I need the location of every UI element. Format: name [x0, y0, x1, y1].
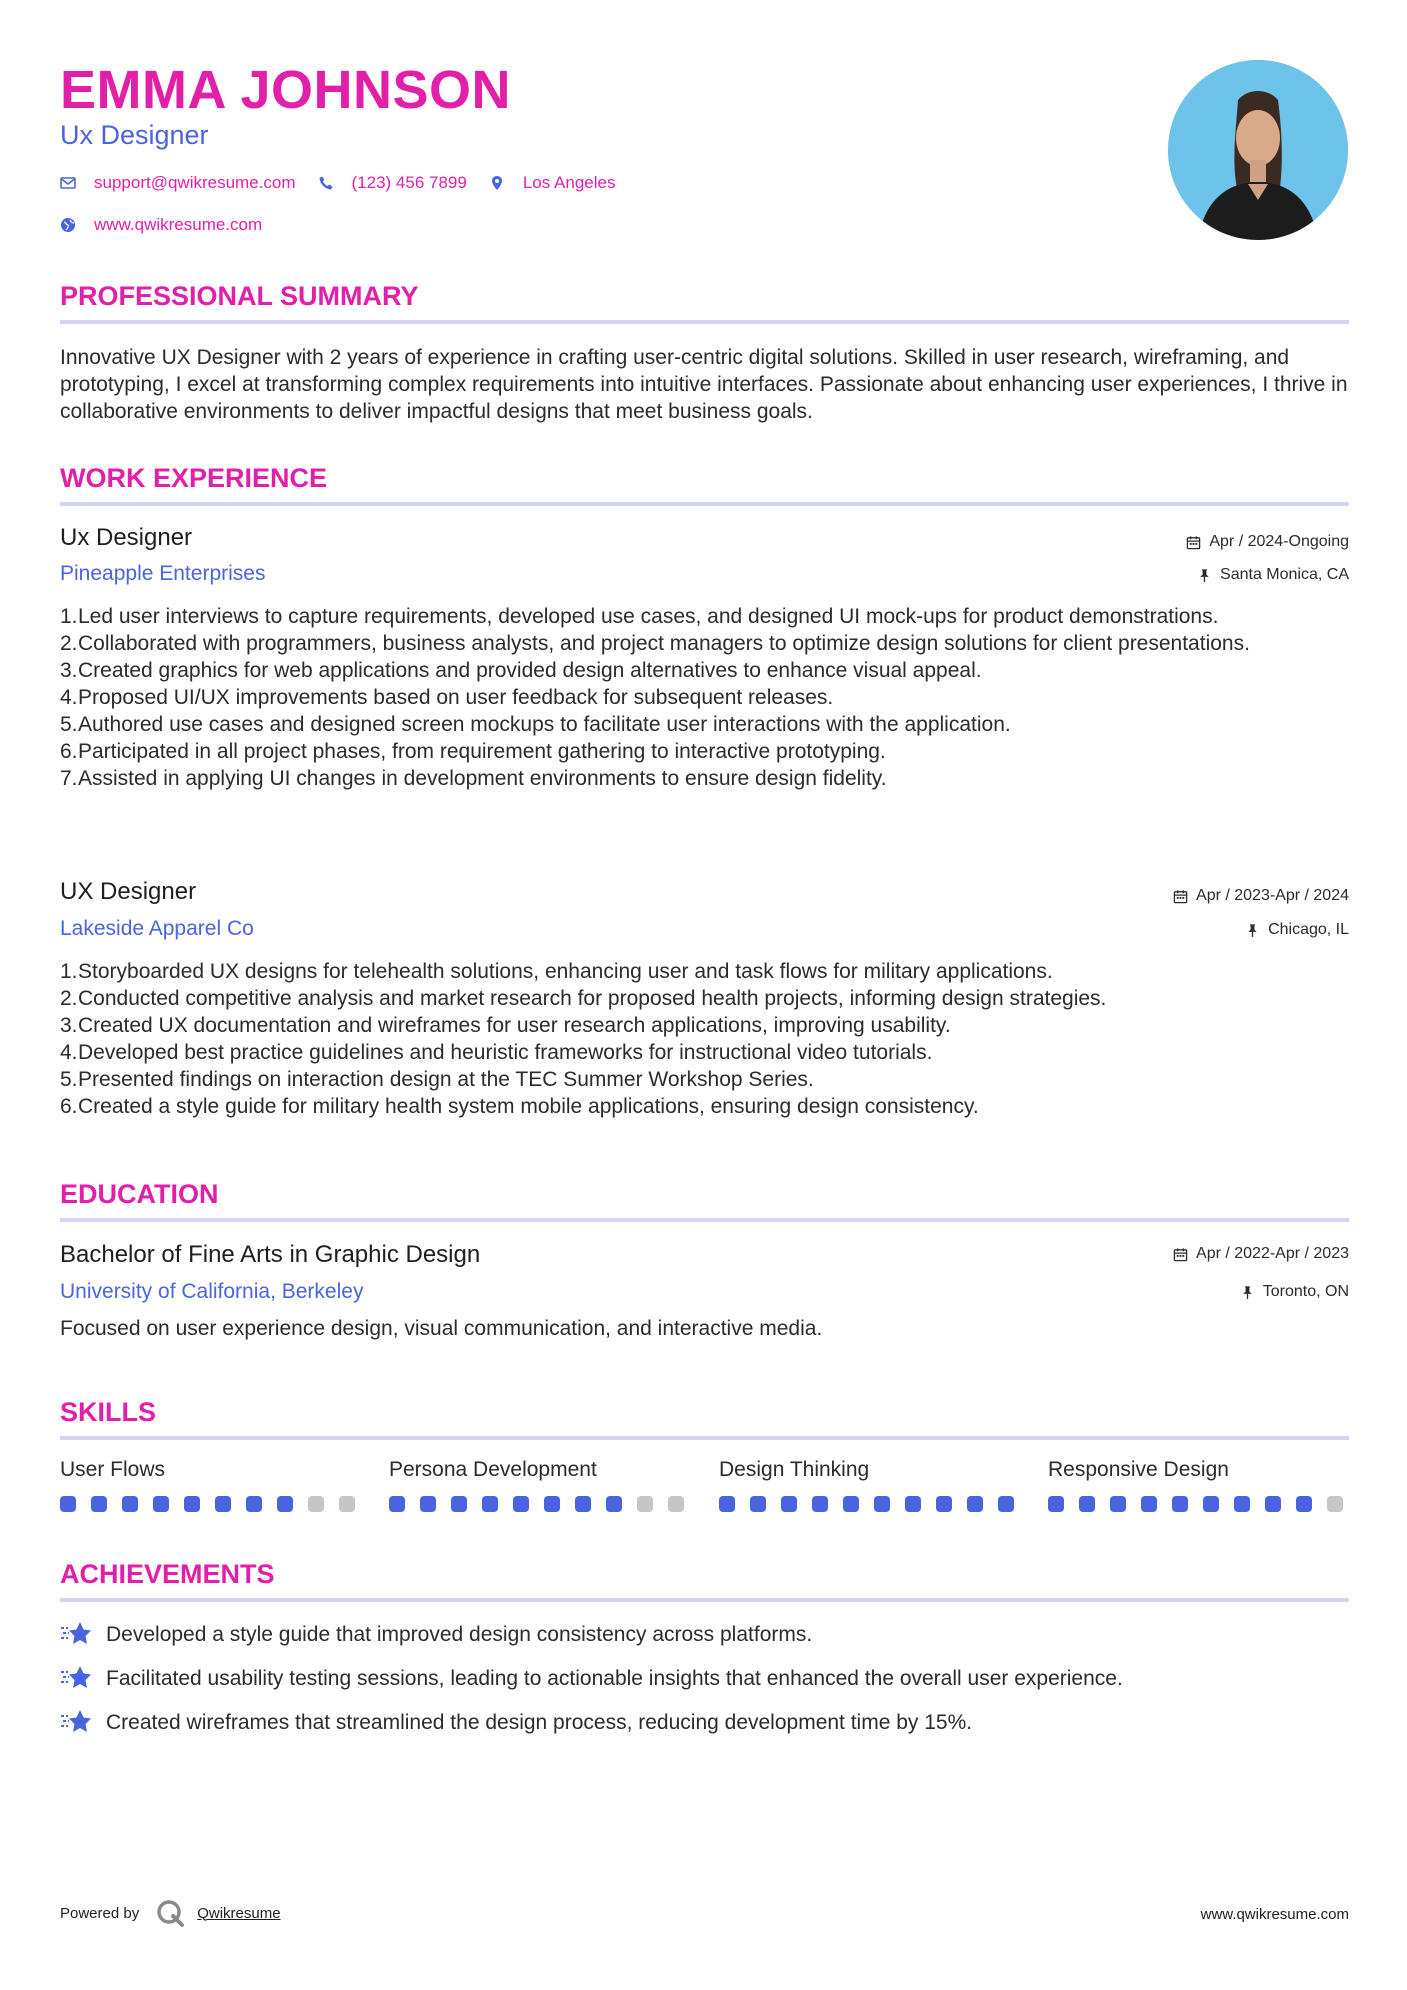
- achievement-text: Facilitated usability testing sessions, leading to actionable insights that enhanced the overall user experience.: [106, 1666, 1123, 1690]
- company-name: Pineapple Enterprises: [60, 562, 266, 585]
- rating-dot-filled: [1296, 1496, 1312, 1512]
- skill-user-flows: [60, 1456, 360, 1512]
- footer-website-link[interactable]: www.qwikresume.com: [1200, 1906, 1349, 1923]
- job-dates-text: Apr / 2023-Apr / 2024: [1196, 887, 1349, 904]
- job-location: [1197, 564, 1349, 586]
- achievement-item: [60, 1620, 812, 1648]
- job-location-text: Santa Monica, CA: [1220, 566, 1349, 583]
- rating-dot-filled: [1110, 1496, 1126, 1512]
- job-location: [1245, 919, 1349, 941]
- rating-dot-empty: [1327, 1496, 1343, 1512]
- job-title: UX Designer: [60, 878, 197, 905]
- calendar-icon: [1173, 1247, 1188, 1262]
- candidate-role: Ux Designer: [60, 120, 209, 150]
- location-text: Los Angeles: [522, 173, 616, 192]
- candidate-name: EMMA JOHNSON: [60, 60, 512, 120]
- pushpin-icon: [1240, 1285, 1255, 1300]
- globe-icon: [60, 215, 80, 235]
- achievement-text: Developed a style guide that improved design consistency across platforms.: [106, 1622, 813, 1646]
- rating-dot-filled: [936, 1496, 952, 1512]
- rating-dot-empty: [308, 1496, 324, 1512]
- section-title-summary: PROFESSIONAL SUMMARY: [60, 281, 419, 311]
- rating-dot-filled: [215, 1496, 231, 1512]
- skill-responsive-design: [1048, 1456, 1348, 1512]
- job-title: Ux Designer: [60, 524, 193, 551]
- rating-dot-filled: [1203, 1496, 1219, 1512]
- skill-design-thinking: [719, 1456, 1019, 1512]
- profile-photo: [1168, 60, 1348, 240]
- achievement-item: [60, 1708, 972, 1736]
- summary-text: Innovative UX Designer with 2 years of experience in crafting user-centric digital solutions. Skilled in user research, wireframing, and prototyping, I excel at transforming complex requirements into intuitive interfaces. Passionate about enhancing user experiences, I thrive in collaborative environments to deliver impactful designs that meet business goals.: [60, 346, 1348, 423]
- qwikresume-logo-icon: [155, 1898, 185, 1928]
- rating-dot-filled: [606, 1496, 622, 1512]
- rating-dot-empty: [339, 1496, 355, 1512]
- skill-rating: [389, 1496, 689, 1512]
- job-responsibilities: [60, 958, 1350, 1120]
- powered-by-label: Powered by: [60, 1904, 140, 1922]
- rating-dot-filled: [998, 1496, 1014, 1512]
- pushpin-icon: [1197, 568, 1212, 583]
- list-item: 4. Proposed UI/UX improvements based on user feedback for subsequent releases.: [60, 686, 834, 709]
- section-divider: [60, 1218, 1349, 1222]
- skill-rating: [719, 1496, 1019, 1512]
- calendar-icon: [1173, 889, 1188, 904]
- rating-dot-filled: [719, 1496, 735, 1512]
- section-title-skills: SKILLS: [60, 1397, 157, 1427]
- calendar-icon: [1186, 535, 1201, 550]
- list-item: 2. Collaborated with programmers, business analysts, and project managers to optimize design solutions for client presentations.: [60, 632, 1250, 655]
- rating-dot-filled: [1141, 1496, 1157, 1512]
- job-dates: [1173, 885, 1349, 907]
- rating-dot-filled: [905, 1496, 921, 1512]
- rating-dot-filled: [781, 1496, 797, 1512]
- education-description: Focused on user experience design, visual communication, and interactive media.: [60, 1317, 823, 1340]
- location-pin-icon: [489, 173, 509, 193]
- qwikresume-link[interactable]: Qwikresume: [197, 1904, 281, 1922]
- skill-label: Responsive Design: [1048, 1458, 1229, 1481]
- section-title-achievements: ACHIEVEMENTS: [60, 1559, 275, 1589]
- list-item: 5. Presented findings on interaction design at the TEC Summer Workshop Series.: [60, 1068, 814, 1091]
- phone-icon: [318, 173, 338, 193]
- email-link[interactable]: support@qwikresume.com: [94, 173, 296, 192]
- education-dates-text: Apr / 2022-Apr / 2023: [1196, 1245, 1349, 1262]
- skill-persona-development: [389, 1456, 689, 1512]
- section-divider: [60, 1436, 1349, 1440]
- star-icon: [60, 1664, 92, 1692]
- rating-dot-filled: [1048, 1496, 1064, 1512]
- section-divider: [60, 320, 1349, 324]
- rating-dot-filled: [420, 1496, 436, 1512]
- list-item: 7. Assisted in applying UI changes in development environments to ensure design fidelity.: [60, 767, 887, 790]
- skill-label: Persona Development: [389, 1458, 597, 1481]
- rating-dot-filled: [184, 1496, 200, 1512]
- rating-dot-filled: [1172, 1496, 1188, 1512]
- star-icon: [60, 1708, 92, 1736]
- rating-dot-filled: [750, 1496, 766, 1512]
- skill-label: Design Thinking: [719, 1458, 870, 1481]
- contact-row-secondary: [60, 214, 262, 236]
- rating-dot-filled: [874, 1496, 890, 1512]
- job-dates: [1186, 531, 1349, 553]
- rating-dot-filled: [513, 1496, 529, 1512]
- list-item: 1. Led user interviews to capture requirements, developed use cases, and designed UI mock-ups for product demonstrations.: [60, 605, 1219, 628]
- company-name: Lakeside Apparel Co: [60, 917, 254, 940]
- rating-dot-filled: [277, 1496, 293, 1512]
- list-item: 1. Storyboarded UX designs for telehealth solutions, enhancing user and task flows for military applications.: [60, 960, 1053, 983]
- list-item: 6. Participated in all project phases, from requirement gathering to interactive prototyping.: [60, 740, 886, 763]
- achievement-item: [60, 1664, 1123, 1692]
- phone-number[interactable]: (123) 456 7899: [351, 173, 467, 192]
- education-location: [1240, 1281, 1349, 1303]
- rating-dot-filled: [60, 1496, 76, 1512]
- job-dates-text: Apr / 2024-Ongoing: [1209, 533, 1349, 550]
- rating-dot-filled: [246, 1496, 262, 1512]
- rating-dot-filled: [389, 1496, 405, 1512]
- rating-dot-filled: [843, 1496, 859, 1512]
- job-responsibilities: [60, 603, 1350, 792]
- rating-dot-filled: [482, 1496, 498, 1512]
- education-dates: [1173, 1243, 1349, 1265]
- rating-dot-empty: [668, 1496, 684, 1512]
- achievement-text: Created wireframes that streamlined the design process, reducing development time by 15%.: [106, 1710, 973, 1734]
- rating-dot-filled: [812, 1496, 828, 1512]
- section-divider: [60, 502, 1349, 506]
- rating-dot-filled: [451, 1496, 467, 1512]
- list-item: 4. Developed best practice guidelines and heuristic frameworks for instructional video tutorials.: [60, 1041, 933, 1064]
- rating-dot-filled: [544, 1496, 560, 1512]
- section-title-education: EDUCATION: [60, 1179, 219, 1209]
- website-link[interactable]: www.qwikresume.com: [94, 215, 263, 234]
- skill-rating: [60, 1496, 360, 1512]
- rating-dot-filled: [967, 1496, 983, 1512]
- degree-title: Bachelor of Fine Arts in Graphic Design: [60, 1241, 481, 1268]
- section-title-experience: WORK EXPERIENCE: [60, 463, 328, 493]
- pushpin-icon: [1245, 923, 1260, 938]
- rating-dot-filled: [575, 1496, 591, 1512]
- education-location-text: Toronto, ON: [1262, 1283, 1349, 1300]
- rating-dot-filled: [91, 1496, 107, 1512]
- list-item: 5. Authored use cases and designed screen mockups to facilitate user interactions with the application.: [60, 713, 1011, 736]
- list-item: 6. Created a style guide for military health system mobile applications, ensuring design consistency.: [60, 1095, 979, 1118]
- rating-dot-filled: [1265, 1496, 1281, 1512]
- rating-dot-filled: [153, 1496, 169, 1512]
- rating-dot-filled: [1234, 1496, 1250, 1512]
- footer-powered-by: [60, 1898, 281, 1928]
- rating-dot-filled: [1079, 1496, 1095, 1512]
- school-name: University of California, Berkeley: [60, 1280, 364, 1303]
- skill-rating: [1048, 1496, 1348, 1512]
- email-icon: [60, 173, 80, 193]
- star-icon: [60, 1620, 92, 1648]
- list-item: 2. Conducted competitive analysis and market research for proposed health projects, informing design strategies.: [60, 987, 1107, 1010]
- skill-label: User Flows: [60, 1458, 166, 1481]
- section-divider: [60, 1598, 1349, 1602]
- list-item: 3. Created UX documentation and wireframes for user research applications, improving usability.: [60, 1014, 951, 1037]
- rating-dot-filled: [122, 1496, 138, 1512]
- contact-row-primary: [60, 172, 615, 194]
- job-location-text: Chicago, IL: [1268, 921, 1349, 938]
- rating-dot-empty: [637, 1496, 653, 1512]
- list-item: 3. Created graphics for web applications and provided design alternatives to enhance visual appeal.: [60, 659, 982, 682]
